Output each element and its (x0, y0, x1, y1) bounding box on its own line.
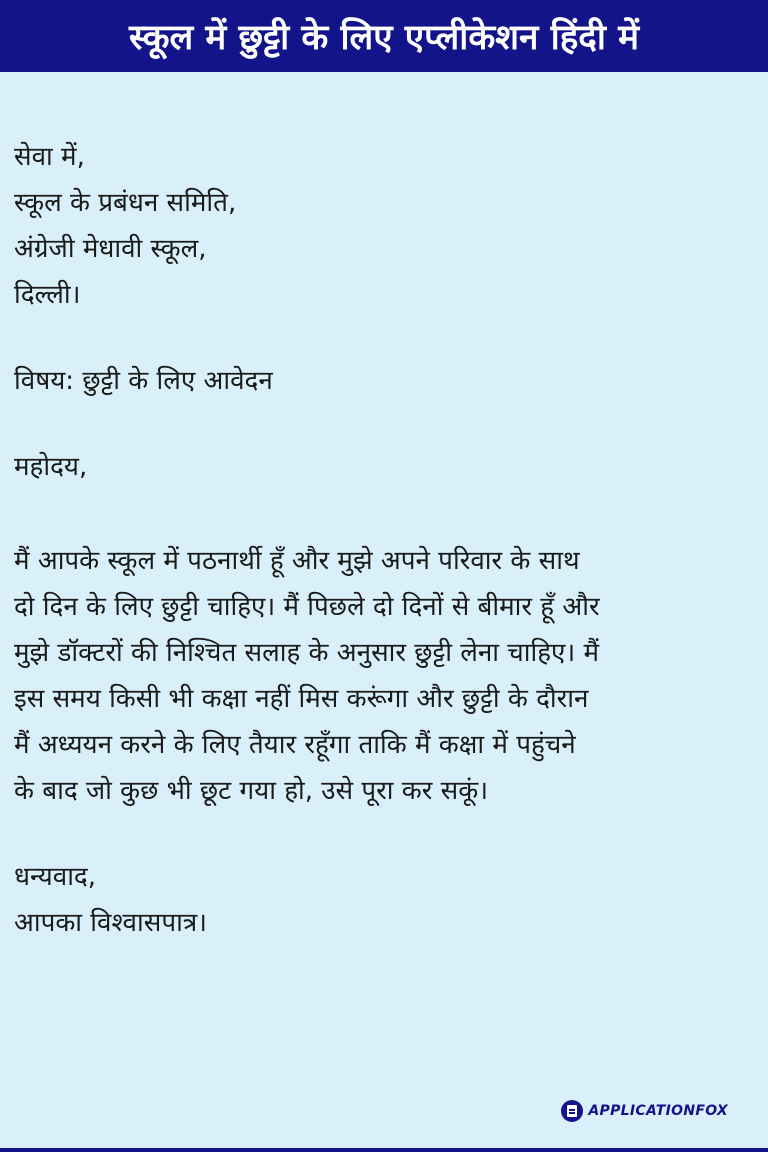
page-title: स्कूल में छुट्टी के लिए एप्लीकेशन हिंदी में (128, 17, 640, 58)
letter-salutation: महोदय, (14, 452, 88, 482)
brand-logo (561, 1100, 728, 1122)
body-line: मैं अध्ययन करने के लिए तैयार रहूँगा ताकि मैं कक्षा में पहुंचने (14, 730, 576, 760)
letter-closing (14, 854, 758, 946)
address-line: अंग्रेजी मेधावी स्कूल, (14, 234, 207, 264)
address-line: स्कूल के प्रबंधन समिति, (14, 188, 237, 218)
brand-name: APPLICATIONFOX (588, 1103, 728, 1119)
address-line: दिल्ली। (14, 280, 81, 310)
document-icon (561, 1100, 583, 1122)
body-line: इस समय किसी भी कक्षा नहीं मिस करूंगा और छुट्टी के दौरान (14, 684, 589, 714)
body-line: के बाद जो कुछ भी छूट गया हो, उसे पूरा कर सकूं। (14, 776, 489, 806)
bottom-border (0, 1148, 768, 1152)
body-line: मैं आपके स्कूल में पठनार्थी हूँ और मुझे अपने परिवार के साथ (14, 546, 580, 576)
address-line: सेवा में, (14, 142, 85, 172)
letter (14, 134, 758, 946)
body-line: मुझे डॉक्टरों की निश्चित सलाह के अनुसार छुट्टी लेना चाहिए। मैं (14, 638, 600, 668)
closing-line: धन्यवाद, (14, 862, 97, 892)
letter-body (14, 538, 758, 814)
recipient-address (14, 134, 758, 318)
header-banner (0, 0, 768, 72)
letter-subject: विषय: छुट्टी के लिए आवेदन (14, 366, 273, 396)
closing-line: आपका विश्वासपात्र। (14, 908, 208, 938)
body-line: दो दिन के लिए छुट्टी चाहिए। मैं पिछले दो दिनों से बीमार हूँ और (14, 592, 600, 622)
